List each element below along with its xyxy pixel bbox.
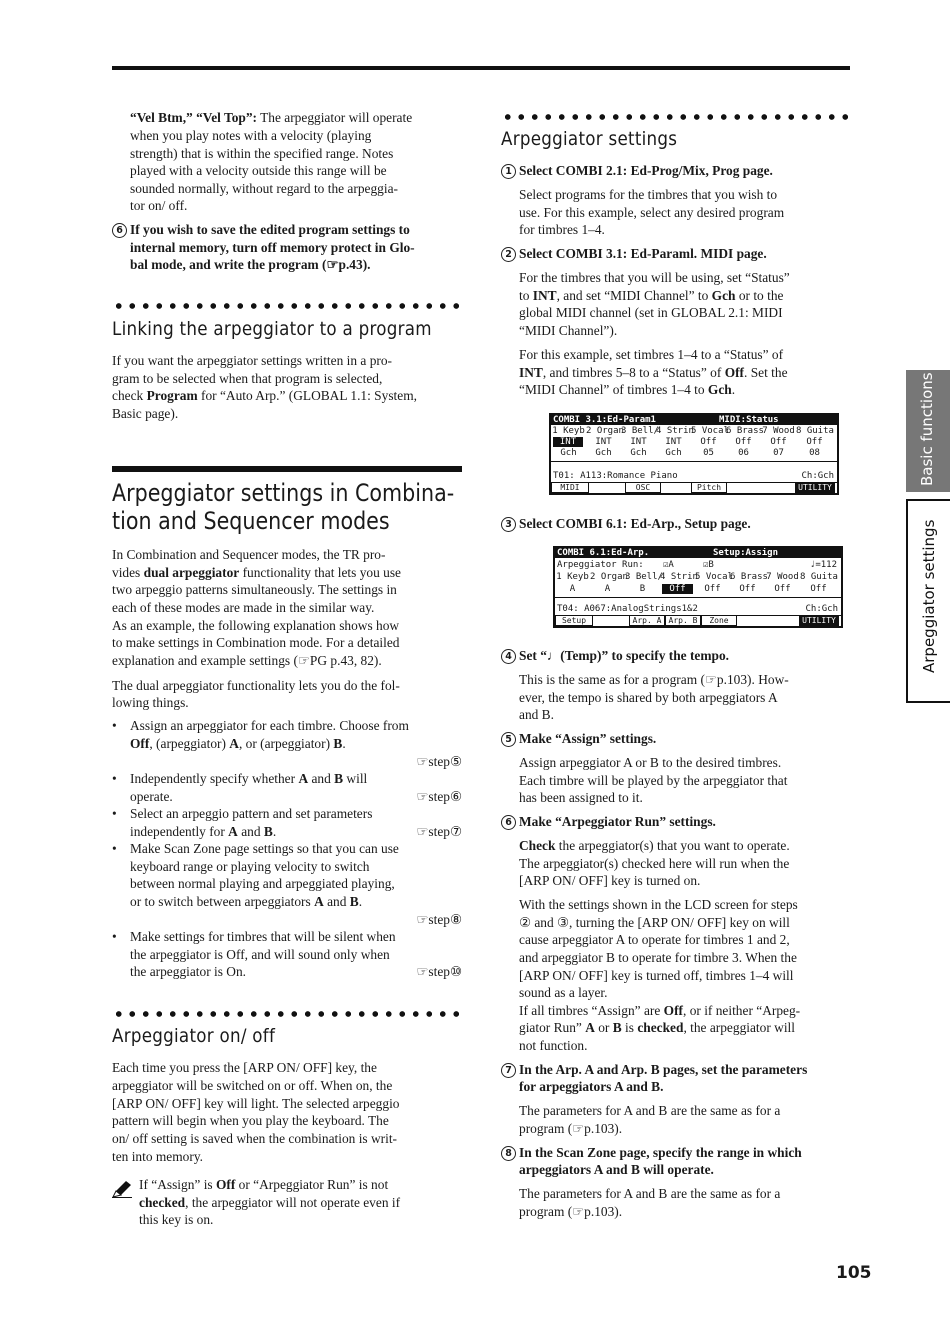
vel-line: sounded normally, without regard to the arpeggia-: [130, 181, 398, 196]
side-tab-basic-functions[interactable]: [906, 370, 950, 492]
lcd-run-row: Arpeggiator Run: ☑A ☑B ♩=112: [557, 560, 837, 570]
section-heading: tion and Sequencer modes: [112, 507, 390, 535]
body-line: global MIDI channel (set in GLOBAL 2.1: MIDI: [519, 305, 783, 320]
vel-line: when you play notes with a velocity (playing: [130, 128, 372, 143]
body-line: ② and ③, turning the [ARP ON/ OFF] key on will: [519, 915, 790, 930]
lcd-timbre-row: 1 Keyb 2 Organ 3 Bell/ 4 Strin 5 Vocal 6 Brass 7 Wood 8 Guita: [556, 572, 838, 582]
body-line: The dual arpeggiator functionality lets you do the fol-: [112, 678, 400, 693]
side-tab-label: Basic functions: [918, 372, 936, 486]
body-line: to INT, and set “MIDI Channel” to Gch or to the: [519, 288, 784, 303]
lcd-program-row: T04: A067:AnalogStrings1&2 Ch:Gch: [557, 604, 838, 614]
body-line: As an example, the following explanation shows how: [112, 618, 400, 633]
body-line: ten into memory.: [112, 1149, 203, 1164]
body-line: program (☞p.103).: [519, 1204, 623, 1219]
body-line: and arpeggiator B to operate for timbre 3. When the: [519, 950, 797, 965]
linking-heading: Linking the arpeggiator to a program: [112, 318, 432, 340]
list-item: • Select an arpeggio pattern and set parameters independently for A and B. ☞step⑦: [112, 806, 462, 839]
body-line: Basic page).: [112, 406, 179, 421]
lcd-arp-setup: [553, 546, 843, 628]
step-3: 3 Select COMBI 6.1: Ed-Arp., Setup page.: [501, 515, 751, 533]
body-line: sound as a layer.: [519, 985, 608, 1000]
body-line: check Program for “Auto Arp.” (GLOBAL 1.1: System,: [112, 388, 417, 403]
body-line: The arpeggiator(s) checked here will run when the: [519, 856, 790, 871]
body-line: In Combination and Sequencer modes, the TR pro-: [112, 547, 386, 562]
body-line: For this example, set timbres 1–4 to a “Status” of: [519, 347, 784, 362]
lcd-midi-status: [549, 413, 839, 495]
body-line: [ARP ON/ OFF] key is turned off, timbres 1–4 will: [519, 968, 794, 983]
section-bar: [112, 466, 462, 472]
lcd-program-row: T01: A113:Romance Piano Ch:Gch: [553, 471, 834, 481]
body-line: each of these modes are made in the similar way.: [112, 600, 375, 615]
step-ref: ☞step⑥: [416, 789, 462, 804]
body-line: use. For this example, select any desired program: [519, 205, 785, 220]
note-pencil-icon: [112, 1180, 132, 1198]
list-item: • Make settings for timbres that will be silent when the arpeggiator is Off, and will sound only when the arpeggiator is On. ☞step⑩: [112, 929, 462, 979]
body-line: If you want the arpeggiator settings written in a pro-: [112, 353, 393, 368]
body-line: gram to be selected when that program is selected,: [112, 371, 383, 386]
note-line: If “Assign” is Off or “Arpeggiator Run” is not: [139, 1177, 389, 1192]
step-ref: ☞step⑤: [416, 754, 462, 769]
lcd-tab: Arp. B: [665, 616, 701, 626]
step-ref: ☞step⑦: [416, 824, 462, 839]
body-line: This is the same as for a program (☞p.103). How-: [519, 672, 789, 687]
body-line: If all timbres “Assign” are Off, or if neither “Arpeg-: [519, 1003, 801, 1018]
body-line: vides dual arpeggiator functionality that lets you use: [112, 565, 401, 580]
step-1: 1 Select COMBI 2.1: Ed-Prog/Mix, Prog page.: [501, 162, 773, 180]
side-tab-arpeggiator-settings[interactable]: [906, 499, 950, 703]
vel-term: “Vel Btm,” “Vel Top”:: [130, 110, 257, 125]
body-line: With the settings shown in the LCD screen for steps: [519, 897, 798, 912]
lcd-assign-row: A A B Off Off Off Off Off: [569, 584, 827, 594]
lcd-page: MIDI:Status: [719, 415, 779, 425]
step-7: 7 In the Arp. A and Arp. B pages, set the parameters: [501, 1061, 807, 1079]
body-line: explanation and example settings (☞PG p.43, 82).: [112, 653, 382, 668]
list-item: • Independently specify whether A and B will operate. ☞step⑥: [112, 771, 462, 804]
list-item: • Make Scan Zone page settings so that you can use keyboard range or playing velocity to switch between normal playing and arpeggiated playing, or to switch between arpeggiators A and B. ☞step⑧: [112, 841, 462, 927]
onoff-heading: Arpeggiator on/ off: [112, 1025, 276, 1047]
side-tab-label: Arpeggiator settings: [920, 519, 938, 673]
lcd-page: Setup:Assign: [713, 548, 779, 558]
dotted-rule: [501, 113, 853, 121]
body-line: Each time you press the [ARP ON/ OFF] key, the: [112, 1060, 377, 1075]
lcd-title-bar: [555, 548, 841, 558]
step-4: 4 Set “♩(Temp)” to specify the tempo.: [501, 647, 729, 665]
step-ref: ☞step⑧: [416, 912, 462, 927]
body-line: Check the arpeggiator(s) that you want to operate.: [519, 838, 790, 853]
step-line: bal mode, and write the program (☞p.43).: [130, 257, 371, 272]
lcd-tab: Pitch: [691, 483, 727, 493]
lcd-title-bar: [551, 415, 837, 425]
lcd-status-row: INT INT INT INT Off Off Off Off: [551, 437, 837, 447]
body-line: The parameters for A and B are the same as for a: [519, 1103, 781, 1118]
body-line: arpeggiator will be switched on or off. When on, the: [112, 1078, 393, 1093]
lcd-tabs: [551, 482, 837, 493]
arp-settings-heading: Arpeggiator settings: [501, 128, 678, 150]
body-line: Assign arpeggiator A or B to the desired timbres.: [519, 755, 782, 770]
section-heading: Arpeggiator settings in Combina-: [112, 479, 455, 507]
lcd-channel-row: Gch Gch Gch Gch 05 06 07 08: [560, 448, 820, 458]
lcd-tab: MIDI: [551, 483, 589, 493]
body-line: pattern will begin when you play the keyboard. The: [112, 1113, 389, 1128]
lcd-tab: Setup: [555, 616, 593, 626]
body-line: [ARP ON/ OFF] key is turned on.: [519, 873, 701, 888]
step-8: 8 In the Scan Zone page, specify the range in which: [501, 1144, 802, 1162]
body-line: giator Run” A or B is checked, the arpeggiator will: [519, 1020, 795, 1035]
step-2: 2 Select COMBI 3.1: Ed-Paraml. MIDI page.: [501, 245, 767, 263]
step-number: 6: [112, 223, 127, 238]
lcd-tab: UTILITY: [799, 616, 839, 626]
lcd-tabs: [555, 615, 841, 626]
body-line: to make settings in Combination mode. For a detailed: [112, 635, 400, 650]
body-line: and B.: [519, 707, 554, 722]
body-line: for timbres 1–4.: [519, 222, 605, 237]
body-line: Each timbre will be played by the arpeggiator that: [519, 773, 788, 788]
dotted-rule: [112, 1010, 464, 1018]
note-line: checked, the arpeggiator will not operate even if: [139, 1195, 401, 1210]
step-6-save: 6 If you wish to save the edited program settings to: [112, 221, 410, 239]
body-line: “MIDI Channel” of timbres 1–4 to Gch.: [519, 382, 736, 397]
lcd-tab: OSC: [625, 483, 661, 493]
step-line: internal memory, turn off memory protect in Glo-: [130, 240, 415, 255]
body-line: not function.: [519, 1038, 588, 1053]
vel-line: strength) that is within the specified range. Notes: [130, 146, 394, 161]
body-line: ever, the tempo is shared by both arpeggiators A: [519, 690, 778, 705]
step-ref: ☞step⑩: [416, 964, 462, 979]
lcd-title: COMBI 6.1:Ed-Arp.: [557, 548, 650, 558]
body-line: Select programs for the timbres that you wish to: [519, 187, 778, 202]
lcd-tab: UTILITY: [795, 483, 835, 493]
body-line: For the timbres that you will be using, set “Status”: [519, 270, 790, 285]
body-line: has been assigned to it.: [519, 790, 643, 805]
note-line: this key is on.: [139, 1212, 214, 1227]
body-line: INT, and timbres 5–8 to a “Status” of Off. Set the: [519, 365, 788, 380]
body-line: lowing things.: [112, 695, 189, 710]
lcd-tab: Zone: [701, 616, 737, 626]
body-line: cause arpeggiator A to operate for timbres 1 and 2,: [519, 932, 790, 947]
page-number: 105: [836, 1263, 872, 1283]
body-line: two arpeggio patterns simultaneously. The settings in: [112, 582, 397, 597]
step-line: arpeggiators A and B will operate.: [519, 1162, 714, 1177]
body-line: on/ off setting is saved when the combination is writ-: [112, 1131, 398, 1146]
vel-line: tor on/ off.: [130, 198, 188, 213]
step-6: 6 Make “Arpeggiator Run” settings.: [501, 813, 716, 831]
body-line: The parameters for A and B are the same as for a: [519, 1186, 781, 1201]
vel-line: played with a velocity outside this range will be: [130, 163, 387, 178]
body-line: [ARP ON/ OFF] key will light. The selected arpeggio: [112, 1096, 400, 1111]
step-5: 5 Make “Assign” settings.: [501, 730, 656, 748]
body-line: program (☞p.103).: [519, 1121, 623, 1136]
dotted-rule: [112, 302, 464, 310]
body-line: “MIDI Channel”).: [519, 323, 618, 338]
lcd-tab: Arp. A: [629, 616, 665, 626]
lcd-timbre-row: 1 Keyb 2 Organ 3 Bell/ 4 Strin 5 Vocal 6 Brass 7 Wood 8 Guita: [552, 426, 834, 436]
vel-paragraph: “Vel Btm,” “Vel Top”: The arpeggiator will operate: [130, 110, 413, 125]
step-line: for arpeggiators A and B.: [519, 1079, 664, 1094]
lcd-title: COMBI 3.1:Ed-Param1: [553, 415, 656, 425]
list-item: • Assign an arpeggiator for each timbre. Choose from Off, (arpeggiator) A, or (arpeggiator) B. ☞step⑤: [112, 718, 462, 769]
top-rule: [112, 66, 850, 70]
